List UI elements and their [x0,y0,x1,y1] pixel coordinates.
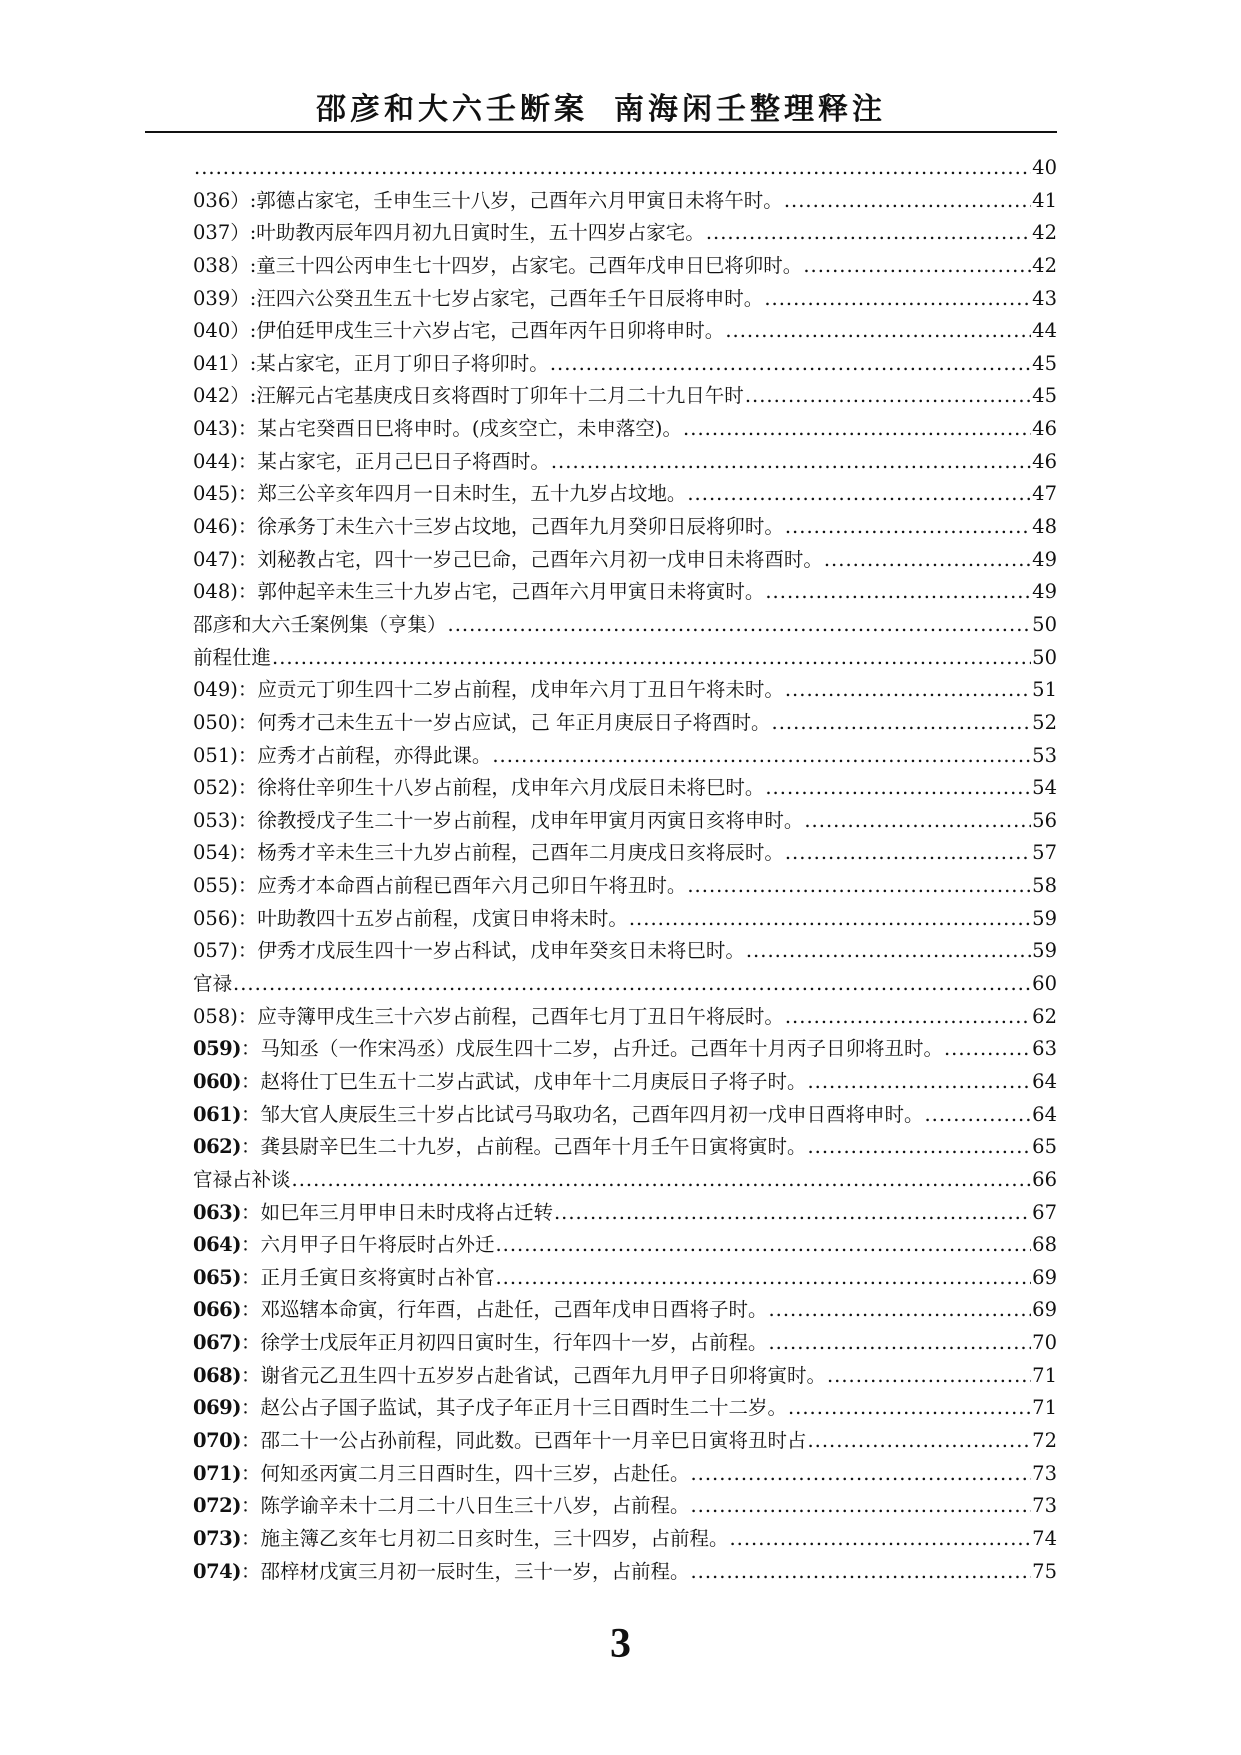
toc-entry[interactable] [193,642,1057,675]
entry-title: :汪四六公癸丑生五十七岁占家宅，己酉年壬午日辰将申时。 [249,286,764,310]
entry-page: 66 [1032,1167,1057,1191]
toc-entry[interactable] [193,1458,1057,1491]
entry-number: 046) [193,515,238,539]
entry-title: 官禄 [193,972,233,996]
entry-number: 061) [193,1102,241,1126]
entry-number: 068) [193,1363,241,1387]
entry-page: 46 [1032,417,1057,441]
dot-leader [629,903,1031,936]
dot-leader [687,478,1031,511]
entry-page: 50 [1032,612,1057,636]
toc-entry[interactable] [193,707,1057,740]
entry-number: 070) [193,1428,241,1452]
dot-leader [772,707,1032,740]
dot-leader [768,1327,1031,1360]
toc-entry[interactable] [193,1033,1057,1066]
toc-entry[interactable] [193,413,1057,446]
entry-title: 邵彦和大六壬案例集（亨集） [193,612,447,636]
dot-leader [804,805,1031,838]
entry-title: :汪解元占宅基庚戌日亥将酉时丁卯年十二月二十九日午时 [249,384,744,408]
toc-entry[interactable] [193,1197,1057,1230]
toc-entry[interactable] [193,1556,1057,1589]
entry-number: 059) [193,1037,241,1061]
toc-entry[interactable] [193,576,1057,609]
entry-page: 59 [1032,906,1057,930]
toc-entry[interactable] [193,903,1057,936]
toc-entry[interactable] [193,1262,1057,1295]
toc-entry[interactable] [193,185,1057,218]
entry-number: 066) [193,1298,241,1322]
entry-title: ：刘秘教占宅，四十一岁己巳命，己酉年六月初一戊申日未将酉时。 [237,547,823,571]
entry-page: 49 [1032,547,1057,571]
entry-page: 52 [1032,710,1057,734]
entry-page: 47 [1032,482,1057,506]
entry-title: ：杨秀才辛未生三十九岁占前程，己酉年二月庚戌日亥将辰时。 [237,841,784,865]
entry-title: :叶助教丙辰年四月初九日寅时生，五十四岁占家宅。 [249,221,705,245]
entry-page: 45 [1032,351,1057,375]
entry-number: 060) [193,1069,241,1093]
entry-title: ：施主簿乙亥年七月初二日亥时生，三十四岁，占前程。 [240,1526,729,1550]
running-header [145,84,1057,128]
entry-page: 60 [1032,972,1057,996]
entry-number: 053) [193,808,238,832]
entry-number: 044) [193,449,238,473]
entry-page: 71 [1032,1396,1057,1420]
toc-entry[interactable] [193,1099,1057,1132]
entry-number: 036） [193,188,250,212]
entry-number: 050) [193,710,238,734]
entry-title: ：徐学士戊辰年正月初四日寅时生，行年四十一岁，占前程。 [240,1331,768,1355]
entry-title: ：郭仲起辛未生三十九岁占宅，己酉年六月甲寅日未将寅时。 [237,580,765,604]
entry-title: :郭德占家宅，壬申生三十八岁，己酉年六月甲寅日未将午时。 [249,188,783,212]
entry-title: ：伊秀才戊辰生四十一岁占科试，戊申年癸亥日未将巳时。 [237,939,745,963]
dot-leader [448,609,1032,642]
entry-number: 065) [193,1265,241,1289]
dot-leader [924,1099,1031,1132]
dot-leader [551,446,1031,479]
entry-title: ：应寺簿甲戌生三十六岁占前程，己酉年七月丁丑日午将辰时。 [237,1004,784,1028]
entry-page: 65 [1032,1135,1057,1159]
entry-number: 045) [193,482,238,506]
entry-number: 069) [193,1396,241,1420]
entry-page: 50 [1032,645,1057,669]
entry-title: ：何知丞丙寅二月三日酉时生，四十三岁，占赴任。 [240,1461,690,1485]
toc-entry[interactable] [193,1066,1057,1099]
toc-entry[interactable] [193,968,1057,1001]
entry-page: 69 [1032,1298,1057,1322]
dot-leader [785,674,1031,707]
entry-number: 054) [193,841,238,865]
toc-entry[interactable] [193,217,1057,250]
entry-page: 57 [1032,841,1057,865]
entry-page: 58 [1032,874,1057,898]
entry-number: 071) [193,1461,241,1485]
entry-page: 44 [1032,319,1057,343]
dot-leader [803,250,1031,283]
dot-leader [807,1066,1031,1099]
entry-title: ：应秀才本命酉占前程已酉年六月己卯日午将丑时。 [237,874,687,898]
toc-entry[interactable] [193,674,1057,707]
dot-leader [785,837,1031,870]
entry-title: ：龚县尉辛巳生二十九岁，占前程。己酉年十月壬午日寅将寅时。 [240,1135,807,1159]
entry-number: 037） [193,221,250,245]
entry-title: ：徐教授戊子生二十一岁占前程，戊申年甲寅月丙寅日亥将申时。 [237,808,804,832]
dot-leader [725,315,1031,348]
entry-page: 71 [1032,1363,1057,1387]
dot-leader [729,1523,1031,1556]
dot-leader [807,1131,1031,1164]
entry-title: 前程仕進 [193,645,272,669]
entry-number: 042） [193,384,250,408]
dot-leader [785,1001,1031,1034]
entry-title: ：谢省元乙丑生四十五岁岁占赴省试，己酉年九月甲子日卯将寅时。 [240,1363,826,1387]
page-number: 3 [610,1621,631,1667]
entry-number: 055) [193,874,238,898]
entry-page: 63 [1032,1037,1057,1061]
entry-number: 040） [193,319,250,343]
dot-leader [687,870,1031,903]
dot-leader [194,152,1031,185]
entry-title: ：郑三公辛亥年四月一日未时生，五十九岁占坟地。 [237,482,687,506]
table-of-contents [193,152,1057,1588]
toc-entry[interactable] [193,152,1057,185]
entry-number: 074) [193,1559,241,1583]
entry-page: 49 [1032,580,1057,604]
toc-entry[interactable] [193,544,1057,577]
entry-page: 42 [1032,253,1057,277]
entry-title: ：赵将仕丁巳生五十二岁占武试，戊申年十二月庚辰日子将子时。 [240,1069,807,1093]
entry-title: ：邓巡辖本命寅，行年酉，占赴任，己酉年戊申日酉将子时。 [240,1298,768,1322]
dot-leader [746,935,1031,968]
toc-entry[interactable] [193,740,1057,773]
dot-leader [784,185,1031,218]
entry-title: :童三十四公丙申生七十四岁，占家宅。己酉年戊申日巳将卯时。 [249,253,803,277]
entry-page: 67 [1032,1200,1057,1224]
dot-leader [807,1425,1031,1458]
dot-leader [690,1556,1031,1589]
entry-page: 72 [1032,1428,1057,1452]
entry-number: 038） [193,253,250,277]
entry-page: 51 [1032,678,1057,702]
toc-entry[interactable] [193,1294,1057,1327]
entry-title: ：陈学谕辛未十二月二十八日生三十八岁，占前程。 [240,1494,690,1518]
dot-leader [785,511,1031,544]
entry-page: 73 [1032,1494,1057,1518]
entry-title: ：应贡元丁卯生四十二岁占前程，戊申年六月丁丑日午将未时。 [237,678,784,702]
toc-entry[interactable] [193,380,1057,413]
dot-leader [550,348,1031,381]
toc-entry[interactable] [193,446,1057,479]
dot-leader [706,217,1031,250]
dot-leader [292,1164,1032,1197]
entry-page: 43 [1032,286,1057,310]
dot-leader [824,544,1031,577]
dot-leader [768,1294,1031,1327]
entry-page: 56 [1032,808,1057,832]
toc-entry[interactable] [193,1392,1057,1425]
toc-entry[interactable] [193,1164,1057,1197]
toc-entry[interactable] [193,1523,1057,1556]
dot-leader [683,413,1031,446]
dot-leader [495,1229,1031,1262]
book-title: 邵彦和大六壬断案 [316,92,588,127]
toc-entry[interactable] [193,315,1057,348]
dot-leader [492,740,1031,773]
entry-title: ：徐承务丁未生六十三岁占坟地，己酉年九月癸卯日辰将卯时。 [237,515,784,539]
entry-title: ：何秀才己未生五十一岁占应试，己 年正月庚辰日子将酉时。 [237,710,771,734]
entry-title: ：赵公占子国子监试，其子戊子年正月十三日酉时生二十二岁。 [240,1396,787,1420]
entry-number: 067) [193,1331,241,1355]
entry-number: 041） [193,351,250,375]
entry-title: ：应秀才占前程，亦得此课。 [237,743,492,767]
entry-page: 74 [1032,1526,1057,1550]
editor-credit: 南海闲壬整理释注 [614,92,886,127]
dot-leader [765,772,1031,805]
entry-title: ：马知丞（一作宋冯丞）戊辰生四十二岁，占升迁。己酉年十月丙子日卯将丑时。 [240,1037,943,1061]
dot-leader [495,1262,1031,1295]
entry-number: 051) [193,743,238,767]
entry-title: ：某占宅癸酉日巳将申时。(戌亥空亡，未申落空)。 [237,417,683,441]
entry-page: 42 [1032,221,1057,245]
entry-number: 064) [193,1233,241,1257]
toc-entry[interactable] [193,1229,1057,1262]
toc-entry[interactable] [193,250,1057,283]
entry-title: ：正月壬寅日亥将寅时占补官 [240,1265,495,1289]
entry-title: ：邵梓材戊寅三月初一辰时生，三十一岁，占前程。 [240,1559,690,1583]
entry-title: ：如巳年三月甲申日未时戌将占迁转 [240,1200,553,1224]
entry-number: 058) [193,1004,238,1028]
entry-number: 052) [193,776,238,800]
entry-number: 039） [193,286,250,310]
entry-page: 64 [1032,1069,1057,1093]
toc-entry[interactable] [193,1001,1057,1034]
entry-page: 62 [1032,1004,1057,1028]
entry-page: 41 [1032,188,1057,212]
entry-page: 53 [1032,743,1057,767]
dot-leader [272,642,1031,675]
dot-leader [788,1392,1031,1425]
dot-leader [745,380,1031,413]
entry-title: ：六月甲子日午将辰时占外迁 [240,1233,495,1257]
toc-entry[interactable] [193,805,1057,838]
toc-entry[interactable] [193,1131,1057,1164]
toc-entry[interactable] [193,870,1057,903]
entry-page: 40 [1032,156,1057,179]
dot-leader [764,283,1031,316]
entry-page: 75 [1032,1559,1057,1583]
header-rule [145,131,1057,133]
dot-leader [690,1458,1031,1491]
entry-title: :伊伯廷甲戌生三十六岁占宅，己酉年丙午日卯将申时。 [249,319,725,343]
entry-page: 69 [1032,1265,1057,1289]
toc-entry[interactable] [193,1360,1057,1393]
toc-entry[interactable] [193,772,1057,805]
entry-number: 047) [193,547,238,571]
toc-entry[interactable] [193,478,1057,511]
entry-page: 68 [1032,1233,1057,1257]
toc-entry[interactable] [193,511,1057,544]
entry-number: 062) [193,1135,241,1159]
entry-page: 54 [1032,776,1057,800]
toc-entry[interactable] [193,1327,1057,1360]
entry-number: 049) [193,678,238,702]
toc-entry[interactable] [193,1490,1057,1523]
entry-title: ：徐将仕辛卯生十八岁占前程，戊申年六月戊辰日未将巳时。 [237,776,765,800]
entry-title: ：某占家宅，正月己巳日子将酉时。 [237,449,550,473]
toc-entry[interactable] [193,283,1057,316]
entry-title: 官禄占补谈 [193,1167,291,1191]
toc-entry[interactable] [193,1425,1057,1458]
dot-leader [690,1490,1031,1523]
entry-number: 072) [193,1494,241,1518]
entry-page: 59 [1032,939,1057,963]
entry-number: 056) [193,906,238,930]
entry-title: ：邹大官人庚辰生三十岁占比试弓马取功名，己酉年四月初一戊申日酉将申时。 [240,1102,924,1126]
entry-page: 46 [1032,449,1057,473]
dot-leader [233,968,1031,1001]
entry-page: 64 [1032,1102,1057,1126]
entry-title: ：叶助教四十五岁占前程，戊寅日申将未时。 [237,906,628,930]
dot-leader [765,576,1031,609]
entry-number: 063) [193,1200,241,1224]
entry-title: :某占家宅，正月丁卯日子将卯时。 [249,351,549,375]
entry-page: 73 [1032,1461,1057,1485]
entry-page: 70 [1032,1331,1057,1355]
toc-entry[interactable] [193,609,1057,642]
entry-number: 057) [193,939,238,963]
toc-entry[interactable] [193,935,1057,968]
toc-entry[interactable] [193,348,1057,381]
dot-leader [554,1197,1031,1230]
entry-number: 043) [193,417,238,441]
dot-leader [944,1033,1031,1066]
entry-number: 048) [193,580,238,604]
toc-entry[interactable] [193,837,1057,870]
entry-page: 45 [1032,384,1057,408]
dot-leader [827,1360,1031,1393]
entry-title: ：邵二十一公占孙前程，同此数。已酉年十一月辛巳日寅将丑时占 [240,1428,807,1452]
entry-page: 48 [1032,515,1057,539]
entry-number: 073) [193,1526,241,1550]
